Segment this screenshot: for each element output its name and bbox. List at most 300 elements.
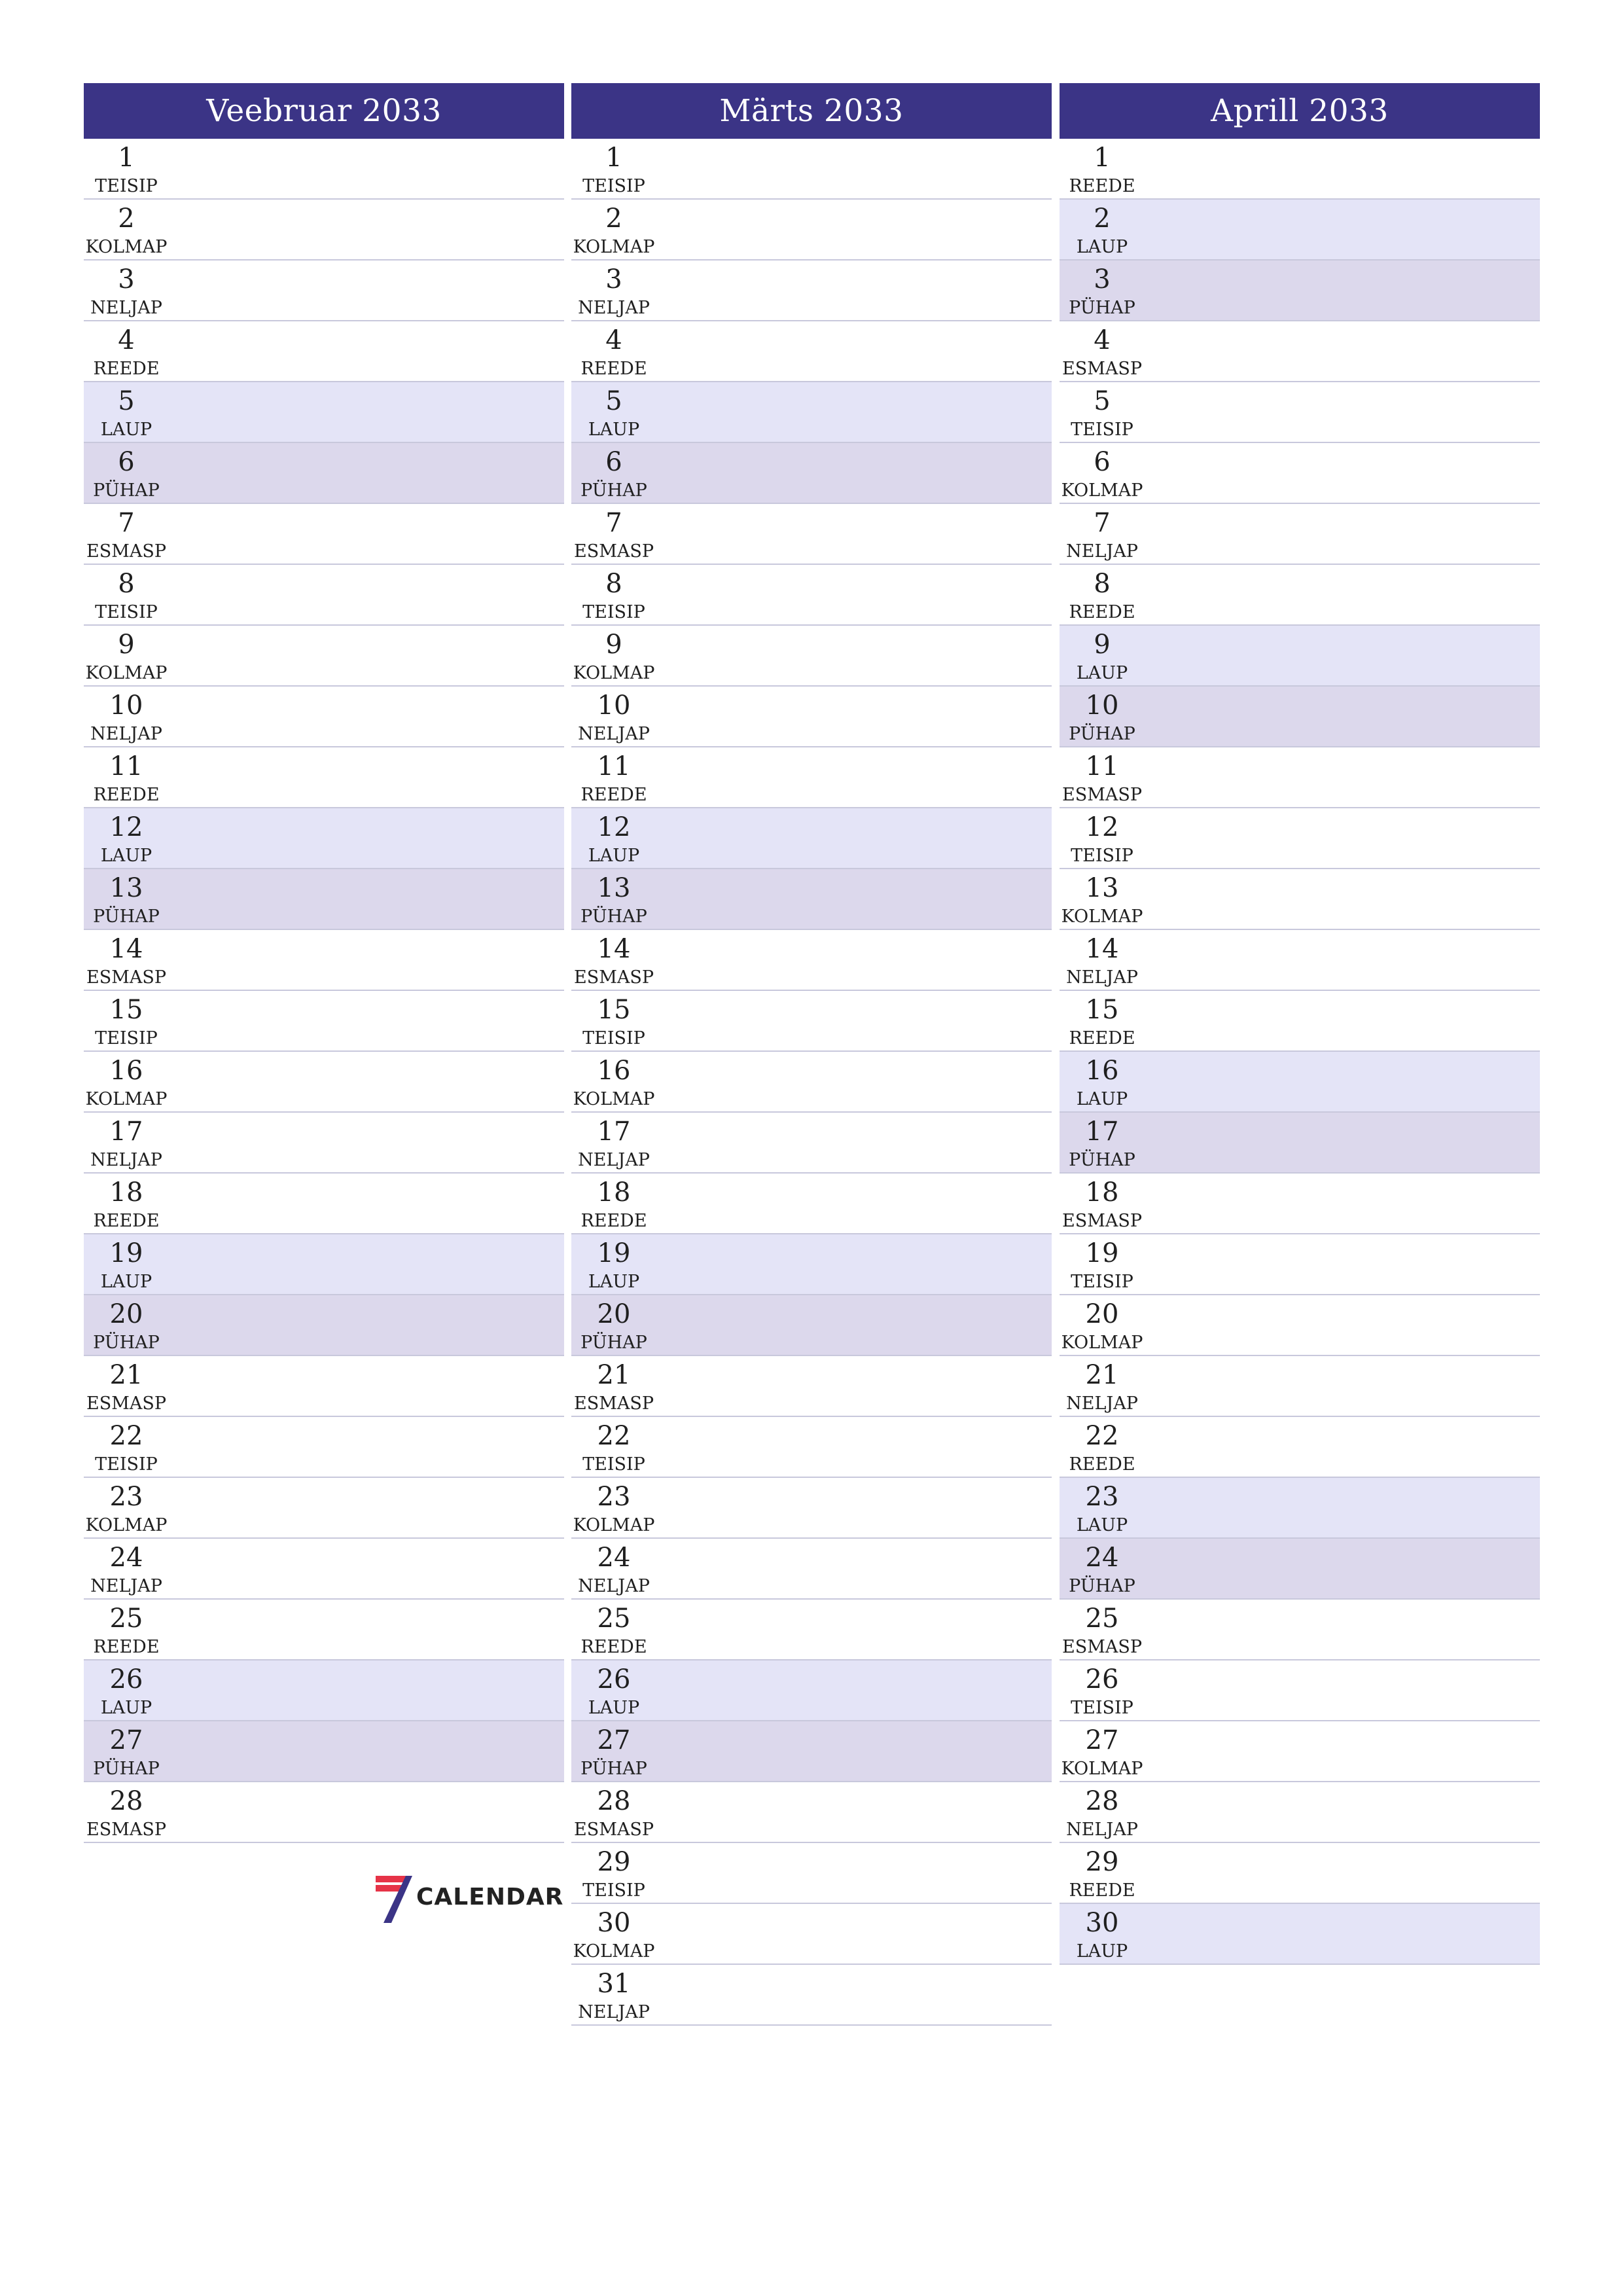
day-row [571, 991, 1052, 1052]
day-cell [84, 1600, 169, 1659]
weekday-label: PÜHAP [580, 1759, 647, 1779]
day-number: 9 [1094, 630, 1111, 660]
day-number: 11 [597, 751, 631, 781]
day-number: 3 [1094, 264, 1111, 295]
day-number: 20 [597, 1299, 631, 1329]
day-cell [571, 1904, 656, 1964]
day-cell [571, 687, 656, 746]
day-row [571, 1295, 1052, 1356]
day-number: 21 [597, 1360, 631, 1390]
weekday-label: PÜHAP [93, 906, 160, 927]
weekday-label: TEISIP [95, 1454, 158, 1475]
day-row [1060, 1539, 1540, 1600]
day-cell [1060, 1721, 1145, 1781]
day-row [1060, 1782, 1540, 1843]
day-cell [1060, 1660, 1145, 1720]
day-number: 17 [1085, 1117, 1119, 1147]
day-row [84, 1052, 564, 1113]
day-list [1060, 139, 1540, 1965]
day-row [571, 1843, 1052, 1904]
day-cell [571, 1539, 656, 1598]
day-row [84, 1600, 564, 1660]
day-number: 11 [109, 751, 143, 781]
day-cell [1060, 443, 1145, 503]
day-row [84, 504, 564, 565]
day-row [84, 747, 564, 808]
day-list [571, 139, 1052, 2026]
weekday-label: REEDE [1069, 1028, 1135, 1049]
day-cell [1060, 626, 1145, 685]
weekday-label: NELJAP [1066, 1393, 1138, 1414]
weekday-label: KOLMAP [85, 237, 168, 257]
day-row [1060, 747, 1540, 808]
weekday-label: ESMASP [573, 967, 654, 988]
day-number: 23 [109, 1482, 143, 1512]
day-row [1060, 139, 1540, 200]
weekday-label: NELJAP [1066, 1820, 1138, 1840]
weekday-label: PÜHAP [1069, 1576, 1135, 1596]
day-cell [1060, 260, 1145, 320]
day-cell [1060, 1356, 1145, 1416]
day-row [571, 565, 1052, 626]
day-number: 5 [118, 386, 135, 416]
day-cell [1060, 504, 1145, 564]
weekday-label: TEISIP [582, 1880, 645, 1901]
weekday-label: REEDE [1069, 602, 1135, 622]
day-number: 23 [597, 1482, 631, 1512]
day-row [1060, 565, 1540, 626]
day-number: 20 [1085, 1299, 1119, 1329]
day-row [571, 139, 1052, 200]
day-cell [571, 1174, 656, 1233]
day-row [571, 1782, 1052, 1843]
day-cell [571, 869, 656, 929]
weekday-label: LAUP [1076, 663, 1128, 683]
day-number: 25 [597, 1604, 631, 1634]
month-column-april [1060, 83, 1540, 1965]
day-number: 16 [1085, 1056, 1119, 1086]
day-number: 19 [597, 1238, 631, 1268]
weekday-label: ESMASP [573, 1820, 654, 1840]
month-title: Aprill 2033 [1060, 83, 1540, 139]
day-number: 19 [109, 1238, 143, 1268]
weekday-label: TEISIP [1071, 846, 1133, 866]
day-cell [1060, 1782, 1145, 1842]
weekday-label: TEISIP [1071, 1698, 1133, 1718]
day-cell [84, 869, 169, 929]
month-title: Märts 2033 [571, 83, 1052, 139]
weekday-label: NELJAP [1066, 541, 1138, 562]
day-row [571, 1356, 1052, 1417]
day-number: 27 [1085, 1725, 1119, 1755]
weekday-label: ESMASP [1061, 1211, 1142, 1231]
day-cell [84, 747, 169, 807]
day-number: 8 [1094, 569, 1111, 599]
day-row [84, 808, 564, 869]
weekday-label: PÜHAP [580, 1333, 647, 1353]
day-cell [1060, 1478, 1145, 1537]
day-cell [571, 1356, 656, 1416]
weekday-label: LAUP [1076, 1089, 1128, 1109]
day-row [84, 1356, 564, 1417]
weekday-label: KOLMAP [1061, 1759, 1143, 1779]
weekday-label: PÜHAP [1069, 1150, 1135, 1170]
day-row [1060, 260, 1540, 321]
weekday-label: ESMASP [86, 967, 166, 988]
day-row [1060, 1660, 1540, 1721]
day-number: 16 [597, 1056, 631, 1086]
weekday-label: REEDE [93, 1211, 160, 1231]
day-cell [1060, 139, 1145, 198]
day-row [84, 260, 564, 321]
weekday-label: LAUP [1076, 1941, 1128, 1962]
weekday-label: ESMASP [1061, 359, 1142, 379]
weekday-label: TEISIP [582, 1028, 645, 1049]
day-cell [1060, 991, 1145, 1050]
day-list [84, 139, 564, 1843]
day-number: 20 [109, 1299, 143, 1329]
day-row [571, 382, 1052, 443]
weekday-label: LAUP [100, 1272, 152, 1292]
weekday-label: NELJAP [578, 1150, 650, 1170]
day-cell [1060, 1113, 1145, 1172]
weekday-label: REEDE [93, 785, 160, 805]
day-number: 18 [1085, 1177, 1119, 1208]
weekday-label: REEDE [580, 785, 647, 805]
day-row [1060, 1843, 1540, 1904]
day-cell [571, 139, 656, 198]
day-row [1060, 1721, 1540, 1782]
day-row [571, 1904, 1052, 1965]
day-cell [571, 1660, 656, 1720]
weekday-label: KOLMAP [1061, 480, 1143, 501]
weekday-label: LAUP [100, 1698, 152, 1718]
weekday-label: LAUP [1076, 1515, 1128, 1535]
weekday-label: KOLMAP [1061, 1333, 1143, 1353]
weekday-label: PÜHAP [93, 1333, 160, 1353]
day-number: 29 [1085, 1847, 1119, 1877]
weekday-label: NELJAP [578, 724, 650, 744]
day-number: 15 [1085, 995, 1119, 1025]
day-row [84, 1782, 564, 1843]
day-number: 21 [109, 1360, 143, 1390]
day-number: 8 [118, 569, 135, 599]
day-row [1060, 321, 1540, 382]
day-row [1060, 1052, 1540, 1113]
day-row [1060, 1295, 1540, 1356]
day-cell [571, 1600, 656, 1659]
weekday-label: NELJAP [90, 1150, 162, 1170]
weekday-label: KOLMAP [573, 237, 655, 257]
weekday-label: NELJAP [1066, 967, 1138, 988]
weekday-label: LAUP [588, 1698, 640, 1718]
day-number: 14 [109, 934, 143, 964]
day-row [571, 1113, 1052, 1174]
day-row [1060, 1113, 1540, 1174]
day-number: 26 [597, 1664, 631, 1695]
weekday-label: ESMASP [573, 1393, 654, 1414]
day-number: 14 [597, 934, 631, 964]
day-number: 26 [1085, 1664, 1119, 1695]
day-row [84, 565, 564, 626]
day-row [571, 1660, 1052, 1721]
day-row [84, 1417, 564, 1478]
day-row [571, 200, 1052, 260]
day-number: 12 [1085, 812, 1119, 842]
weekday-label: REEDE [580, 1211, 647, 1231]
day-number: 2 [1094, 204, 1111, 234]
weekday-label: REEDE [580, 1637, 647, 1657]
day-number: 13 [597, 873, 631, 903]
day-row [84, 1174, 564, 1234]
day-cell [84, 930, 169, 990]
weekday-label: PÜHAP [93, 1759, 160, 1779]
day-cell [571, 200, 656, 259]
day-row [571, 808, 1052, 869]
weekday-label: TEISIP [95, 602, 158, 622]
day-number: 31 [597, 1969, 631, 1999]
day-cell [84, 200, 169, 259]
day-number: 30 [1085, 1908, 1119, 1938]
day-number: 27 [597, 1725, 631, 1755]
day-row [571, 1417, 1052, 1478]
day-row [84, 1660, 564, 1721]
day-cell [1060, 1539, 1145, 1598]
day-number: 22 [1085, 1421, 1119, 1451]
weekday-label: TEISIP [95, 176, 158, 196]
day-number: 10 [597, 691, 631, 721]
day-number: 25 [1085, 1604, 1119, 1634]
day-row [1060, 1234, 1540, 1295]
day-cell [84, 991, 169, 1050]
day-row [1060, 991, 1540, 1052]
day-number: 5 [1094, 386, 1111, 416]
weekday-label: PÜHAP [580, 906, 647, 927]
day-cell [571, 1721, 656, 1781]
day-cell [84, 1295, 169, 1355]
day-number: 18 [109, 1177, 143, 1208]
day-cell [571, 565, 656, 624]
day-cell [571, 991, 656, 1050]
calendar-logo [374, 1873, 564, 1924]
logo-text: CALENDAR [416, 1884, 564, 1910]
weekday-label: PÜHAP [580, 480, 647, 501]
day-number: 7 [1094, 508, 1111, 538]
day-cell [571, 1234, 656, 1294]
day-cell [571, 808, 656, 868]
weekday-label: TEISIP [1071, 1272, 1133, 1292]
weekday-label: KOLMAP [573, 663, 655, 683]
day-number: 30 [597, 1908, 631, 1938]
day-cell [571, 382, 656, 442]
day-number: 11 [1085, 751, 1119, 781]
day-cell [84, 1052, 169, 1111]
weekday-label: LAUP [588, 846, 640, 866]
day-cell [84, 1782, 169, 1842]
day-number: 24 [109, 1543, 143, 1573]
day-row [571, 260, 1052, 321]
day-number: 24 [597, 1543, 631, 1573]
day-row [1060, 1417, 1540, 1478]
day-row [571, 1539, 1052, 1600]
day-cell [1060, 869, 1145, 929]
day-row [1060, 1600, 1540, 1660]
day-row [84, 443, 564, 504]
seven-logo-icon [374, 1873, 414, 1924]
weekday-label: KOLMAP [85, 663, 168, 683]
weekday-label: REEDE [93, 1637, 160, 1657]
day-cell [84, 1234, 169, 1294]
day-number: 28 [597, 1786, 631, 1816]
day-row [84, 1295, 564, 1356]
day-cell [571, 1113, 656, 1172]
day-cell [571, 443, 656, 503]
weekday-label: REEDE [1069, 1880, 1135, 1901]
day-cell [571, 1478, 656, 1537]
day-cell [571, 504, 656, 564]
weekday-label: PÜHAP [93, 480, 160, 501]
day-cell [84, 1113, 169, 1172]
day-row [571, 504, 1052, 565]
day-row [1060, 504, 1540, 565]
day-cell [571, 321, 656, 381]
day-number: 1 [1094, 143, 1111, 173]
weekday-label: LAUP [588, 420, 640, 440]
day-number: 6 [1094, 447, 1111, 477]
day-cell [84, 443, 169, 503]
day-number: 27 [109, 1725, 143, 1755]
day-row [571, 869, 1052, 930]
day-number: 28 [109, 1786, 143, 1816]
day-cell [571, 930, 656, 990]
day-row [84, 382, 564, 443]
weekday-label: REEDE [1069, 1454, 1135, 1475]
day-cell [84, 565, 169, 624]
day-number: 19 [1085, 1238, 1119, 1268]
weekday-label: REEDE [580, 359, 647, 379]
day-number: 25 [109, 1604, 143, 1634]
day-number: 12 [109, 812, 143, 842]
day-cell [571, 1295, 656, 1355]
day-number: 4 [1094, 325, 1111, 355]
day-row [84, 1478, 564, 1539]
day-row [1060, 869, 1540, 930]
day-number: 7 [118, 508, 135, 538]
weekday-label: PÜHAP [1069, 724, 1135, 744]
day-cell [1060, 1843, 1145, 1903]
weekday-label: KOLMAP [85, 1515, 168, 1535]
day-row [84, 1539, 564, 1600]
day-number: 22 [109, 1421, 143, 1451]
day-cell [84, 1721, 169, 1781]
day-row [84, 321, 564, 382]
weekday-label: KOLMAP [85, 1089, 168, 1109]
weekday-label: ESMASP [1061, 1637, 1142, 1657]
day-cell [1060, 1417, 1145, 1477]
day-cell [84, 139, 169, 198]
day-cell [571, 1417, 656, 1477]
day-number: 22 [597, 1421, 631, 1451]
day-number: 6 [605, 447, 622, 477]
weekday-label: KOLMAP [573, 1941, 655, 1962]
day-number: 8 [605, 569, 622, 599]
weekday-label: KOLMAP [1061, 906, 1143, 927]
day-cell [84, 260, 169, 320]
weekday-label: TEISIP [582, 176, 645, 196]
weekday-label: LAUP [588, 1272, 640, 1292]
day-row [84, 1113, 564, 1174]
day-number: 1 [605, 143, 622, 173]
day-row [571, 443, 1052, 504]
day-row [571, 1721, 1052, 1782]
weekday-label: ESMASP [86, 541, 166, 562]
day-cell [84, 1660, 169, 1720]
day-row [84, 869, 564, 930]
day-number: 14 [1085, 934, 1119, 964]
weekday-label: REEDE [93, 359, 160, 379]
day-row [571, 1234, 1052, 1295]
day-cell [571, 1965, 656, 2024]
day-number: 17 [597, 1117, 631, 1147]
day-cell [84, 1356, 169, 1416]
day-number: 17 [109, 1117, 143, 1147]
day-row [571, 1478, 1052, 1539]
day-number: 12 [597, 812, 631, 842]
day-number: 7 [605, 508, 622, 538]
day-row [571, 321, 1052, 382]
day-cell [84, 1417, 169, 1477]
day-row [1060, 1478, 1540, 1539]
day-cell [571, 626, 656, 685]
weekday-label: NELJAP [578, 2002, 650, 2022]
weekday-label: TEISIP [582, 1454, 645, 1475]
day-number: 13 [109, 873, 143, 903]
day-cell [571, 260, 656, 320]
day-row [84, 139, 564, 200]
day-number: 13 [1085, 873, 1119, 903]
day-row [571, 1052, 1052, 1113]
day-number: 3 [605, 264, 622, 295]
day-cell [84, 808, 169, 868]
day-number: 15 [597, 995, 631, 1025]
day-cell [1060, 382, 1145, 442]
day-row [571, 1965, 1052, 2026]
day-row [1060, 443, 1540, 504]
day-cell [1060, 321, 1145, 381]
day-number: 24 [1085, 1543, 1119, 1573]
day-row [571, 1174, 1052, 1234]
day-row [84, 687, 564, 747]
weekday-label: NELJAP [90, 724, 162, 744]
day-row [571, 1600, 1052, 1660]
day-row [1060, 1904, 1540, 1965]
weekday-label: REEDE [1069, 176, 1135, 196]
day-number: 15 [109, 995, 143, 1025]
weekday-label: PÜHAP [1069, 298, 1135, 318]
day-cell [1060, 565, 1145, 624]
day-row [84, 1721, 564, 1782]
day-cell [1060, 808, 1145, 868]
weekday-label: TEISIP [95, 1028, 158, 1049]
day-number: 1 [118, 143, 135, 173]
day-number: 2 [605, 204, 622, 234]
day-row [84, 1234, 564, 1295]
day-cell [1060, 747, 1145, 807]
day-cell [84, 321, 169, 381]
weekday-label: NELJAP [90, 1576, 162, 1596]
day-number: 4 [118, 325, 135, 355]
day-number: 3 [118, 264, 135, 295]
